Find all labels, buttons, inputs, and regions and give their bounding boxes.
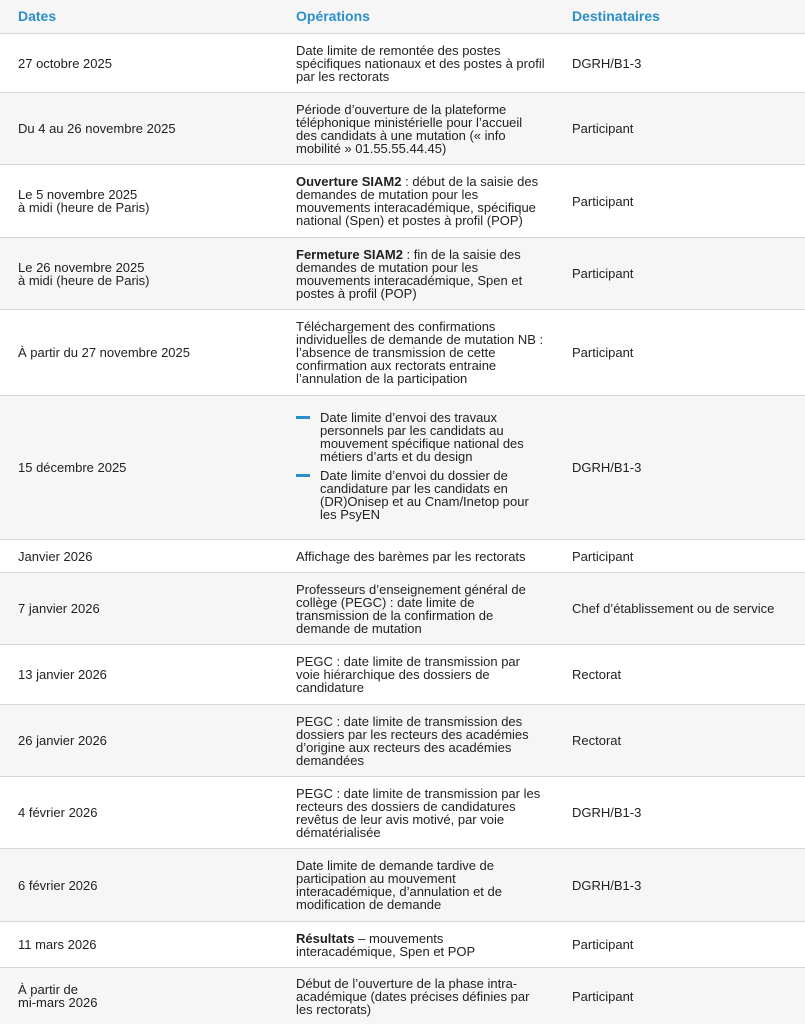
row-recipient: Participant xyxy=(572,548,634,564)
list-item xyxy=(296,469,546,521)
row-date-line1: Le 5 novembre 2025 xyxy=(18,187,138,202)
row-operation: Début de l’ouverture de la phase intra-académique (dates précises définies par les rectorats) xyxy=(296,975,530,1017)
row-operation-text: – mouvements interacadémique, Spen et POP xyxy=(296,930,476,959)
row-date xyxy=(0,261,278,287)
row-operation xyxy=(278,409,554,527)
row-recipient: Rectorat xyxy=(572,667,622,682)
row-operation: Téléchargement des confirmations individuelles de demande de mutation NB : l’absence de transmission de cette confirmation aux rectorats entraine l’annulation de la participation xyxy=(296,319,544,386)
row-recipient: Chef d’établissement ou de service xyxy=(572,601,775,616)
row-operation: Affichage des barèmes par les rectorats xyxy=(296,548,526,564)
row-recipient: DGRH/B1-3 xyxy=(572,805,642,820)
row-operation: Date limite de demande tardive de participation au mouvement interacadémique, d’annulation et de modification de demande xyxy=(296,858,502,912)
row-date: À partir du 27 novembre 2025 xyxy=(18,345,190,360)
row-date xyxy=(0,983,278,1009)
row-operation: PEGC : date limite de transmission par voie hiérarchique des dossiers de candidature xyxy=(296,654,520,695)
row-recipient: Participant xyxy=(572,345,634,360)
table-row xyxy=(0,540,805,573)
row-recipient: Participant xyxy=(572,266,634,281)
header-operations: Opérations xyxy=(296,8,370,24)
row-date-line2: à midi (heure de Paris) xyxy=(18,272,150,288)
table-row xyxy=(0,310,805,396)
row-recipient: Participant xyxy=(572,193,634,209)
row-operation-bold: Résultats xyxy=(296,930,355,946)
row-recipient: DGRH/B1-3 xyxy=(572,877,642,893)
table-row xyxy=(0,238,805,310)
table-row xyxy=(0,705,805,777)
row-operation: Professeurs d’enseignement général de collège (PEGC) : date limite de transmission de la confirmation de demande de mutation xyxy=(296,581,526,636)
list-item-text: Date limite d’envoi du dossier de candidature par les candidats en (DR)Onisep et au Cnam/Inetop pour les PsyEN xyxy=(320,467,529,522)
header-dates: Dates xyxy=(18,8,57,24)
table-row xyxy=(0,645,805,705)
row-operation: PEGC : date limite de transmission par les recteurs des dossiers de candidatures revêtus de leur avis motivé, par voie dématérialisée xyxy=(296,785,541,840)
row-date: 27 octobre 2025 xyxy=(18,55,112,71)
dash-bullet-icon xyxy=(296,416,310,419)
row-operation xyxy=(278,175,554,227)
table-row xyxy=(0,849,805,922)
row-date: Du 4 au 26 novembre 2025 xyxy=(18,121,176,136)
row-operation xyxy=(278,932,554,958)
row-operation-text: : fin de la saisie des demandes de mutation pour les mouvements interacadémique, Spen et postes à profil (POP) xyxy=(296,246,523,301)
row-recipient: Rectorat xyxy=(572,733,622,748)
row-operation: Date limite de remontée des postes spécifiques nationaux et des postes à profil par les rectorats xyxy=(296,42,545,84)
table-row xyxy=(0,93,805,165)
row-date: Janvier 2026 xyxy=(18,548,93,564)
row-date xyxy=(0,188,278,214)
header-destinataires: Destinataires xyxy=(572,8,660,24)
table-row xyxy=(0,922,805,968)
table-header xyxy=(0,0,805,34)
operation-list xyxy=(296,411,546,521)
table-row xyxy=(0,573,805,645)
table-row xyxy=(0,165,805,238)
row-date: 11 mars 2026 xyxy=(18,937,97,952)
row-operation-bold: Fermeture SIAM2 xyxy=(296,246,403,262)
row-recipient: Participant xyxy=(572,988,634,1004)
row-date: 4 février 2026 xyxy=(18,805,98,820)
row-date-line2: à midi (heure de Paris) xyxy=(18,200,150,215)
row-operation: PEGC : date limite de transmission des dossiers par les recteurs des académies d’origine aux recteurs des académies demandées xyxy=(296,713,529,768)
table-row xyxy=(0,777,805,849)
row-date: 26 janvier 2026 xyxy=(18,733,107,748)
row-recipient: Participant xyxy=(572,937,634,952)
row-operation-text: : début de la saisie des demandes de mutation pour les mouvements interacadémique, spécifique national (Spen) et postes à profil (POP) xyxy=(296,174,539,228)
row-operation: Période d’ouverture de la plateforme téléphonique ministérielle pour l’accueil des candidats à une mutation (« info mobilité » 01.55.55.44.45) xyxy=(296,101,523,156)
row-date-line1: À partir de xyxy=(18,982,78,997)
row-date: 13 janvier 2026 xyxy=(18,667,107,682)
row-recipient: DGRH/B1-3 xyxy=(572,55,642,71)
table-row xyxy=(0,396,805,540)
row-recipient: Participant xyxy=(572,121,634,136)
table-row xyxy=(0,968,805,1024)
row-operation-bold: Ouverture SIAM2 xyxy=(296,174,402,189)
row-operation xyxy=(278,248,554,300)
list-item xyxy=(296,411,546,463)
dash-bullet-icon xyxy=(296,474,310,477)
row-date: 15 décembre 2025 xyxy=(18,460,127,475)
row-date: 6 février 2026 xyxy=(18,877,98,893)
row-date: 7 janvier 2026 xyxy=(18,601,100,616)
list-item-text: Date limite d’envoi des travaux personnels par les candidats au mouvement spécifique national des métiers d’arts et du design xyxy=(320,409,524,464)
row-date-line1: Le 26 novembre 2025 xyxy=(18,259,145,275)
row-recipient: DGRH/B1-3 xyxy=(572,460,642,475)
row-date-line2: mi-mars 2026 xyxy=(18,995,98,1010)
table-row xyxy=(0,34,805,93)
